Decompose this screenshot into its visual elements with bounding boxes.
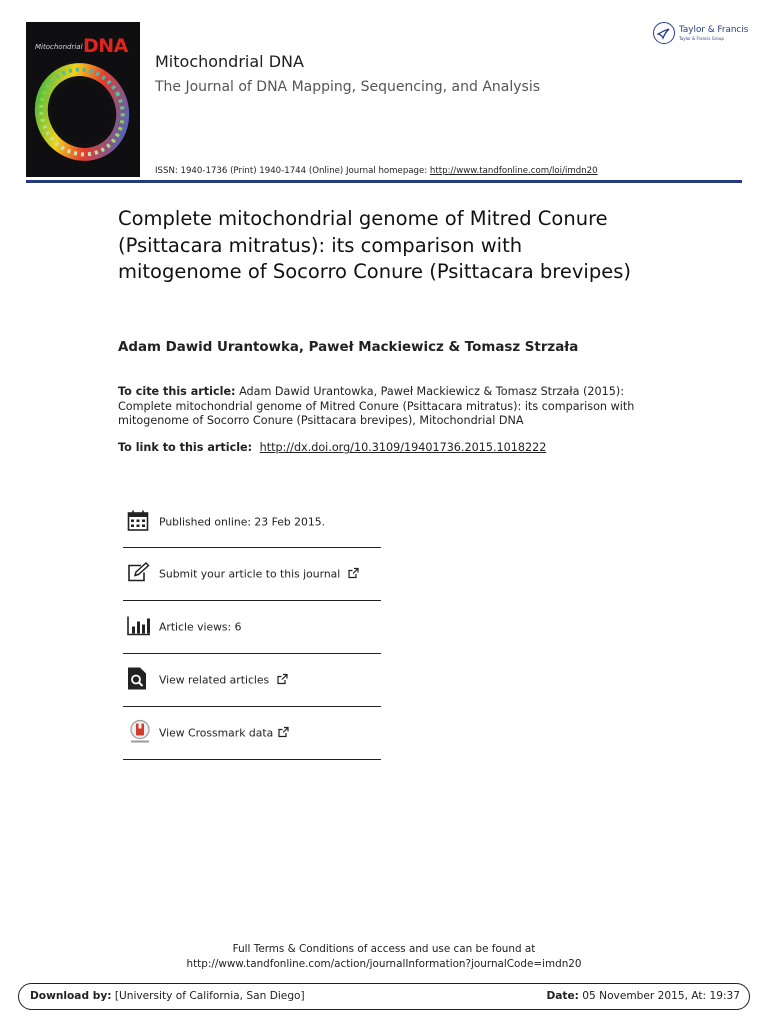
bar-chart-icon — [127, 616, 151, 639]
download-date-value: 05 November 2015, At: 19:37 — [582, 990, 740, 1002]
related-articles-label: View related articles — [159, 673, 270, 687]
published-online-row — [123, 496, 381, 548]
publisher-name: Taylor & Francis — [679, 25, 749, 35]
cover-brand-small: Mitochondrial — [35, 43, 83, 51]
search-document-icon — [127, 667, 147, 694]
download-date-label: Date: — [546, 990, 579, 1002]
cover-brand-large: DNA — [83, 35, 128, 57]
download-by-label: Download by: — [30, 990, 112, 1002]
crossmark-link[interactable] — [159, 727, 289, 740]
edit-icon — [127, 562, 151, 587]
journal-title: Mitochondrial DNA — [155, 52, 304, 71]
download-date — [546, 990, 740, 1002]
journal-subtitle: The Journal of DNA Mapping, Sequencing, and Analysis — [155, 79, 541, 95]
submit-article-label: Submit your article to this journal — [159, 567, 341, 581]
dna-ring-illustration — [32, 60, 136, 168]
submit-article-row[interactable] — [123, 548, 381, 601]
submit-article-link[interactable] — [159, 568, 359, 581]
terms-url[interactable]: http://www.tandfonline.com/action/journalInformation?journalCode=imdn20 — [186, 958, 582, 970]
article-views-row — [123, 601, 381, 654]
citation-text: Adam Dawid Urantowka, Paweł Mackiewicz & Tomasz Strzała (2015): Complete mitochondrial genome of Mitred Conure (Psittacara mitratus): its comparison with mitogenome of Socorro Conure (Psittacara brevipes), Mitochondrial DNA — [118, 385, 635, 428]
journal-homepage-link[interactable]: http://www.tandfonline.com/loi/imdn20 — [429, 166, 598, 176]
article-link-line — [118, 441, 546, 454]
article-title: Complete mitochondrial genome of Mitred Conure (Psittacara mitratus): its comparison with mitogenome of Socorro Conure (Psittacara brevipes) — [118, 207, 631, 283]
download-by — [30, 990, 305, 1002]
publisher-logo-icon — [653, 22, 675, 44]
publisher-group: Taylor & Francis Group — [679, 36, 724, 41]
calendar-icon — [127, 509, 149, 534]
header-divider — [26, 180, 742, 183]
related-articles-link[interactable] — [159, 674, 288, 687]
download-by-value: [University of California, San Diego] — [114, 990, 305, 1002]
citation-label: To cite this article: — [118, 385, 236, 398]
issn-text: ISSN: 1940-1736 (Print) 1940-1744 (Online) Journal homepage: — [155, 166, 428, 176]
crossmark-label: View Crossmark data — [159, 726, 274, 740]
terms-line-1: Full Terms & Conditions of access and use can be found at — [232, 943, 536, 955]
crossmark-icon — [127, 719, 153, 748]
issn-line — [155, 166, 598, 176]
download-info-bar — [18, 983, 750, 1010]
article-authors: Adam Dawid Urantowka, Paweł Mackiewicz & Tomasz Strzała — [118, 340, 579, 355]
article-doi-link[interactable]: http://dx.doi.org/10.3109/19401736.2015.1018222 — [259, 441, 547, 454]
article-link-label: To link to this article: — [118, 441, 253, 454]
external-link-icon — [277, 674, 288, 685]
terms-notice — [0, 942, 768, 972]
external-link-icon — [348, 568, 359, 579]
journal-cover-image — [26, 22, 140, 177]
published-online-label: Published online: 23 Feb 2015. — [159, 515, 326, 528]
external-link-icon — [278, 727, 289, 738]
crossmark-row[interactable] — [123, 707, 381, 760]
related-articles-row[interactable] — [123, 654, 381, 707]
citation-block — [118, 385, 658, 429]
article-views-label: Article views: 6 — [159, 620, 242, 634]
article-actions-list — [123, 496, 381, 760]
